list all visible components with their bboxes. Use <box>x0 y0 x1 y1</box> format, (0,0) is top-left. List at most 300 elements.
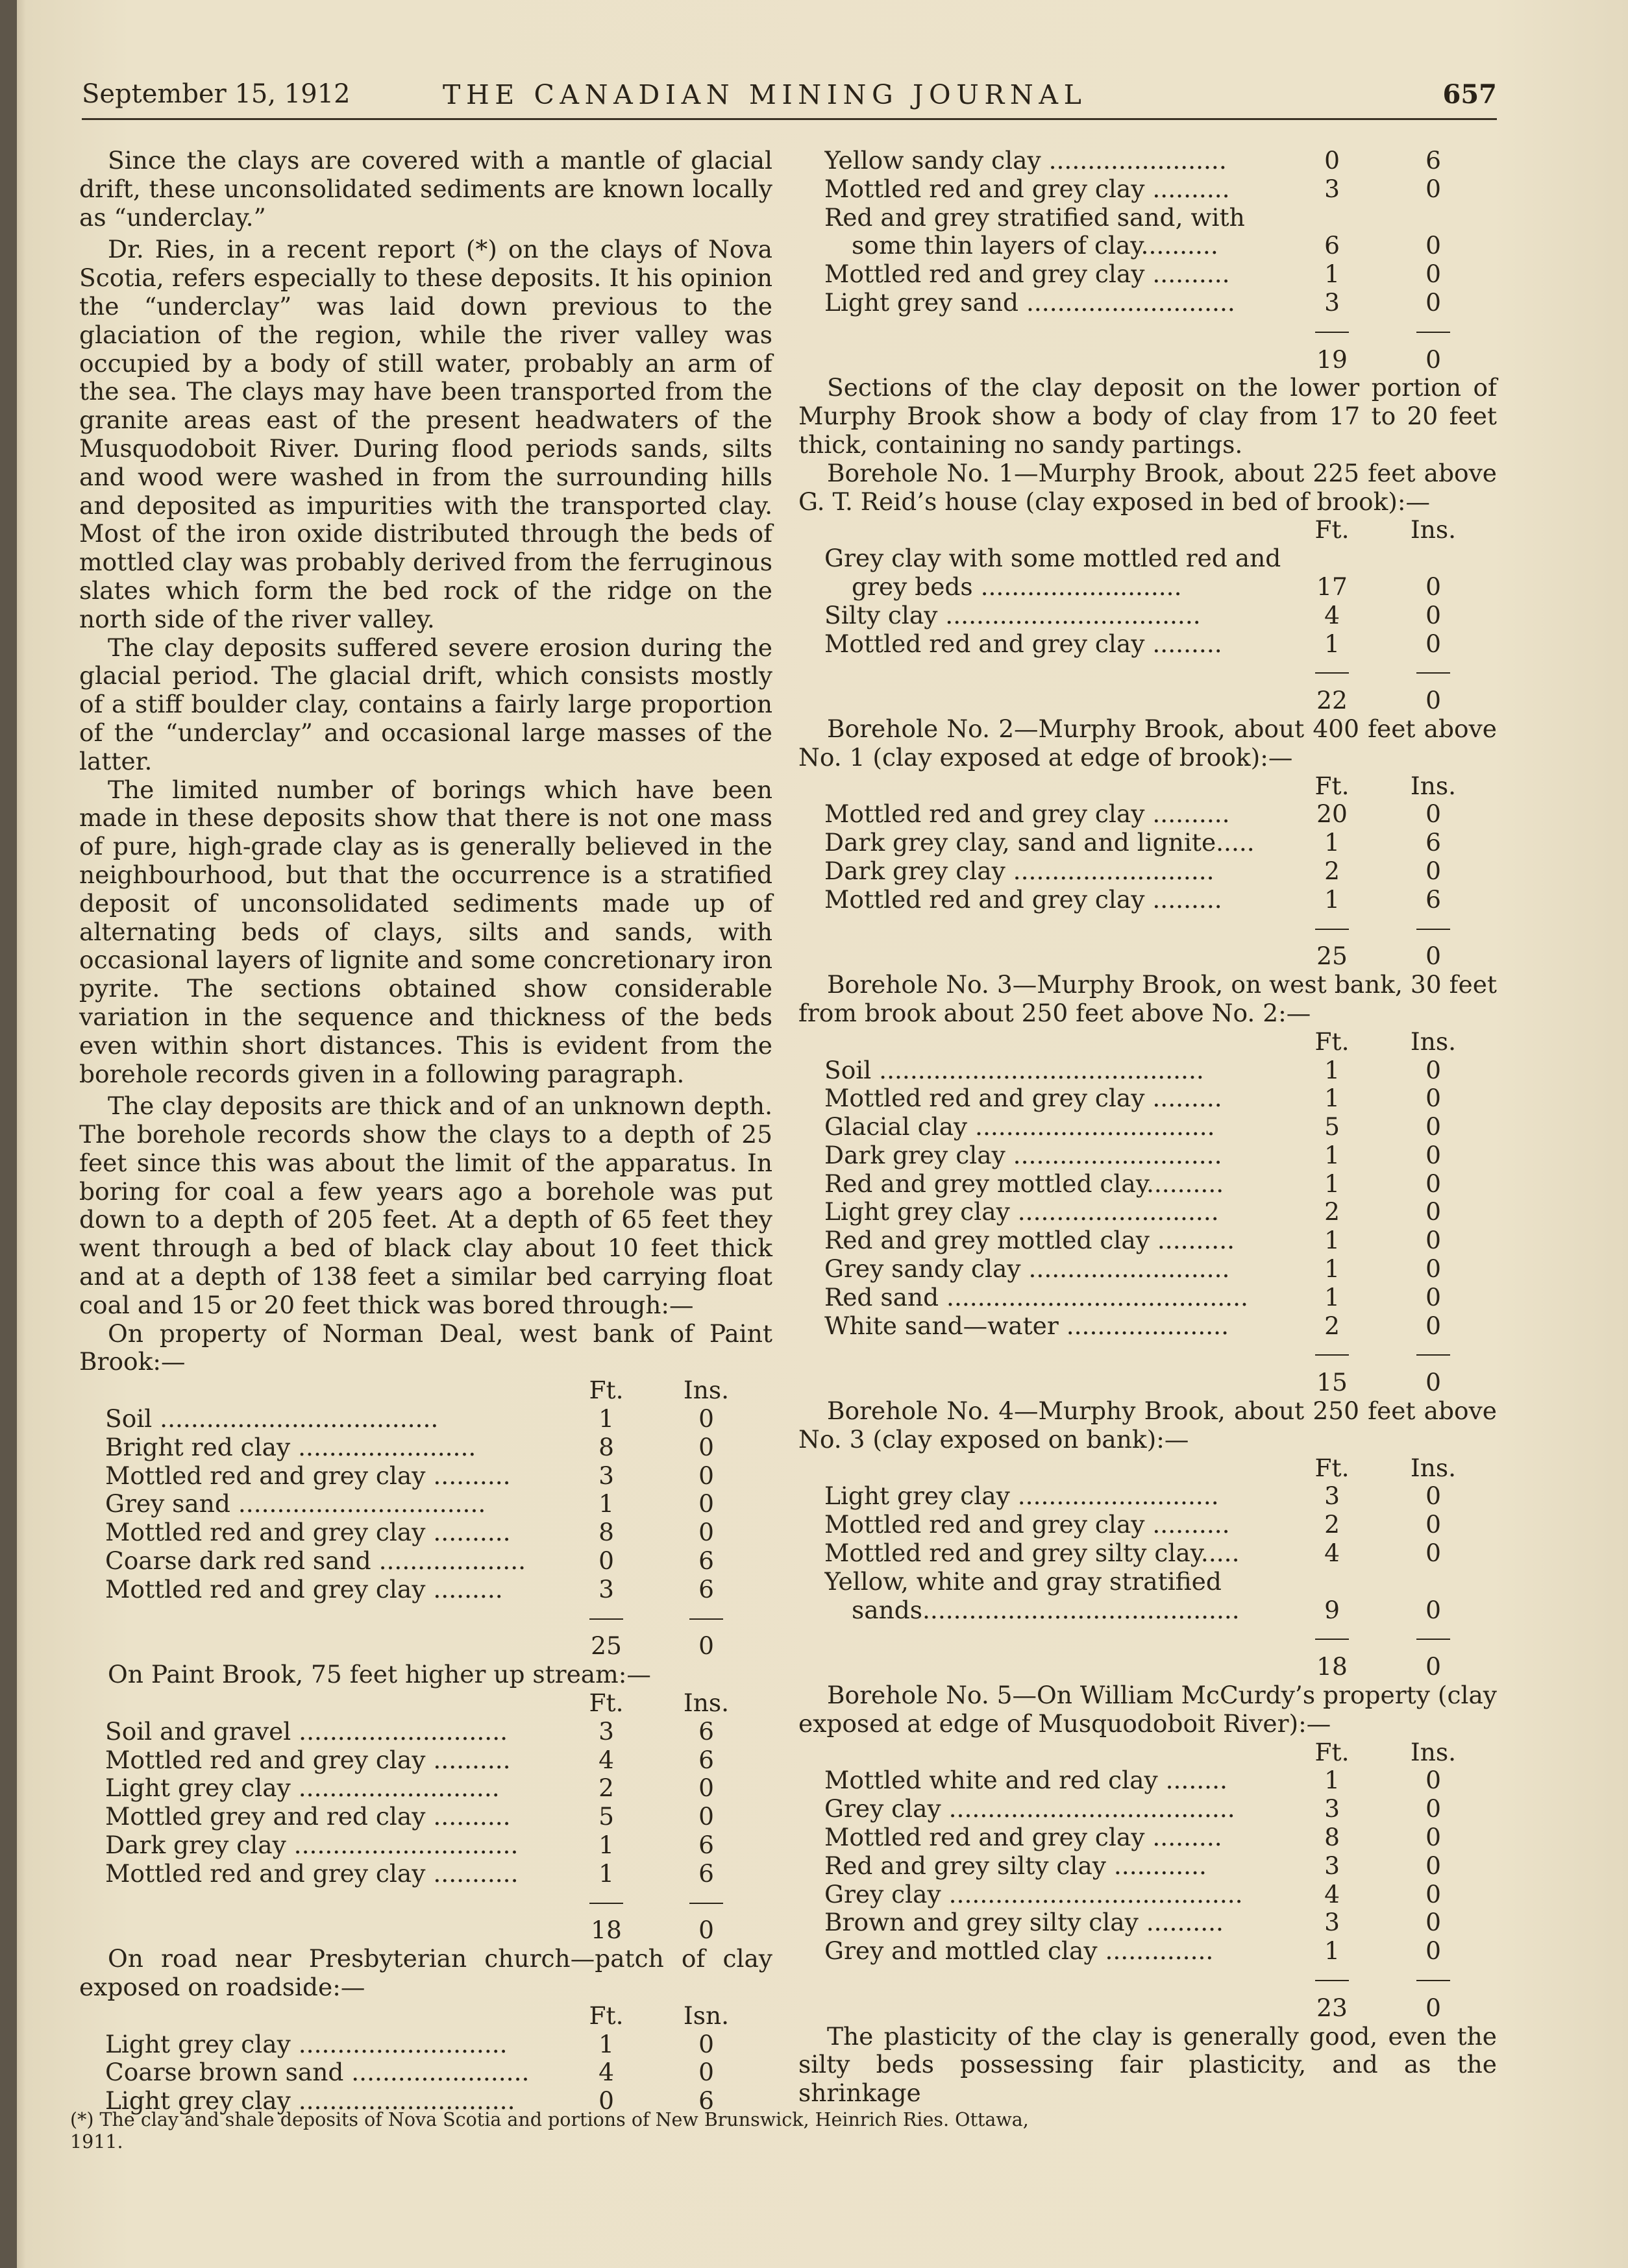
row-label: Dark grey clay ........................... <box>824 1141 1222 1169</box>
paragraph: Borehole No. 1—Murphy Brook, about 225 feet above G. T. Reid’s house (clay exposed in bed of brook):— <box>798 458 1497 516</box>
total-rule-row <box>798 1340 1497 1369</box>
row-label: Grey sand ................................ <box>105 1490 486 1518</box>
row-feet: 5 <box>1324 1112 1340 1141</box>
table-row <box>79 1433 772 1462</box>
total-rule <box>1315 1980 1349 1981</box>
row-label: Red and grey stratified sand, with <box>824 203 1245 232</box>
row-feet: 2 <box>1324 1311 1340 1340</box>
row-label: Light grey clay .......................... <box>824 1198 1219 1226</box>
row-feet: 1 <box>1324 884 1340 914</box>
row-label: Grey clay ..................................... <box>824 1795 1235 1823</box>
table-row <box>798 1198 1497 1226</box>
row-inches: 0 <box>1425 287 1441 317</box>
section-table-roadside <box>79 2002 772 2116</box>
row-label: Mottled red and grey clay ......... <box>824 885 1222 914</box>
table-header-row <box>79 2002 772 2030</box>
row-feet: 2 <box>1324 1510 1340 1539</box>
row-inches: 0 <box>698 1461 714 1490</box>
total-rule <box>1416 1354 1450 1356</box>
table-row <box>798 602 1497 630</box>
table-row <box>798 800 1497 829</box>
table-row <box>798 1141 1497 1170</box>
row-feet: 2 <box>1324 856 1340 885</box>
row-label: Mottled red and grey clay .......... <box>824 800 1230 829</box>
total-rule <box>589 1903 623 1904</box>
row-inches: 0 <box>1425 1936 1441 1966</box>
row-feet: 0 <box>1324 146 1340 175</box>
row-feet: 1 <box>598 1831 614 1860</box>
row-label: Mottled grey and red clay .......... <box>105 1803 511 1831</box>
row-inches: 0 <box>1425 1851 1441 1880</box>
row-label: Mottled white and red clay ........ <box>824 1766 1227 1795</box>
row-inches: 0 <box>1425 1539 1441 1568</box>
total-rule <box>1315 1639 1349 1640</box>
table-row <box>798 1226 1497 1255</box>
row-feet: 1 <box>1324 1140 1340 1169</box>
column-header-ins: Ins. <box>683 1376 730 1405</box>
row-label: Mottled red and grey clay ........... <box>105 1859 519 1888</box>
row-label: Mottled red and grey clay ......... <box>105 1575 503 1603</box>
table-row <box>798 829 1497 857</box>
row-inches: 0 <box>1425 1084 1441 1113</box>
row-label: Coarse dark red sand ................... <box>105 1547 526 1576</box>
table-row <box>79 1547 772 1576</box>
row-label: Silty clay ................................. <box>824 601 1201 629</box>
table-header-row <box>798 1454 1497 1483</box>
row-inches: 0 <box>1425 1766 1441 1795</box>
row-feet: 4 <box>1324 600 1340 629</box>
column-header-ft: Ft. <box>1314 771 1350 800</box>
total-inches: 0 <box>1425 1368 1441 1397</box>
total-rule-row <box>79 1888 772 1917</box>
row-inches: 6 <box>1425 884 1441 914</box>
table-row <box>798 1795 1497 1823</box>
row-inches: 0 <box>1425 799 1441 829</box>
borehole-2-table <box>798 772 1497 971</box>
column-header-ft: Ft. <box>589 1689 624 1718</box>
row-label: Light grey clay ........................... <box>105 2030 508 2058</box>
row-inches: 0 <box>1425 174 1441 203</box>
column-header-ins: Ins. <box>1410 1737 1457 1766</box>
table-header-row <box>798 1738 1497 1767</box>
row-inches: 0 <box>1425 1282 1441 1311</box>
total-rule-row <box>798 1624 1497 1653</box>
table-row <box>79 1518 772 1547</box>
column-header-ins: Ins. <box>1410 771 1457 800</box>
row-feet: 8 <box>598 1518 614 1547</box>
row-feet: 1 <box>598 1489 614 1518</box>
total-rule <box>1416 672 1450 674</box>
row-inches: 0 <box>1425 1595 1441 1624</box>
row-label: Bright red clay ....................... <box>105 1433 476 1461</box>
total-rule-row <box>798 317 1497 346</box>
row-inches: 0 <box>698 2058 714 2087</box>
total-rule <box>1315 672 1349 674</box>
row-feet: 0 <box>598 2086 614 2116</box>
row-label: some thin layers of clay.......... <box>852 232 1218 260</box>
row-inches: 6 <box>698 2086 714 2116</box>
right-column <box>798 147 1497 2108</box>
total-rule <box>1416 1980 1450 1981</box>
column-header-ins: Ins. <box>1410 1453 1457 1482</box>
table-row <box>798 1937 1497 1966</box>
total-row <box>79 1916 772 1945</box>
row-label: Red and grey mottled clay .......... <box>824 1226 1235 1255</box>
column-header-ft: Ft. <box>589 2001 624 2030</box>
table-row <box>798 1539 1497 1568</box>
row-feet: 1 <box>1324 260 1340 289</box>
row-inches: 6 <box>698 1745 714 1774</box>
total-rule <box>1416 929 1450 930</box>
row-feet: 2 <box>598 1774 614 1803</box>
borehole-1-table <box>798 516 1497 715</box>
row-feet: 4 <box>1324 1879 1340 1908</box>
table-row <box>798 1056 1497 1085</box>
row-feet: 4 <box>598 1745 614 1774</box>
row-inches: 0 <box>698 2029 714 2058</box>
row-label: Mottled red and grey clay .......... <box>105 1461 511 1490</box>
footnote: (*) The clay and shale deposits of Nova Scotia and portions of New Brunswick, Heinrich Ries. Ottawa, 1911. <box>70 2109 1029 2152</box>
row-label: Dark grey clay, sand and lignite..... <box>824 829 1255 857</box>
row-label: Yellow, white and gray stratified <box>824 1567 1222 1596</box>
section-table-continued <box>798 147 1497 374</box>
table-row <box>79 2030 772 2059</box>
borehole-5-table <box>798 1738 1497 2023</box>
row-feet: 8 <box>598 1432 614 1461</box>
row-label: Soil and gravel ........................... <box>105 1717 508 1746</box>
row-feet: 3 <box>598 1574 614 1603</box>
total-feet: 22 <box>1316 686 1348 715</box>
row-inches: 0 <box>1425 1197 1441 1226</box>
row-feet: 1 <box>598 1859 614 1888</box>
paragraph: Borehole No. 3—Murphy Brook, on west bank, 30 feet from brook about 250 feet above No. 2:— <box>798 970 1497 1027</box>
row-inches: 0 <box>1425 1112 1441 1141</box>
row-inches: 0 <box>1425 1482 1441 1511</box>
row-feet: 5 <box>598 1802 614 1831</box>
row-label: Light grey clay .......................... <box>824 1482 1219 1511</box>
row-feet: 1 <box>598 1404 614 1433</box>
row-inches: 6 <box>698 1859 714 1888</box>
total-row <box>798 1994 1497 2023</box>
total-row <box>79 1632 772 1661</box>
row-inches: 0 <box>1425 231 1441 260</box>
table-row <box>79 1774 772 1803</box>
binding-shadow <box>0 0 17 2268</box>
table-header-row <box>798 1028 1497 1056</box>
row-label: Mottled red and grey silty clay..... <box>824 1539 1240 1568</box>
table-row <box>79 1860 772 1888</box>
row-label: Yellow sandy clay ....................... <box>824 147 1227 175</box>
paragraph: Dr. Ries, in a recent report (*) on the clays of Nova Scotia, refers especially to these deposits. It his opinion the “underclay” was laid down previous to the glaciation of the region, while the river valley was occupied by a body of still water, probably an arm of the sea. The clays may have been transported from the granite areas east of the present headwaters of the Musquodoboit River. During flood periods sands, silts and wood were washed in from the surrounding hills and deposited as impurities with the transported clay. Most of the iron oxide distributed through the beds of mottled clay was probably derived from the ferruginous slates which form the bed rock of the ridge on the north side of the river valley. <box>79 235 772 633</box>
page-number: 657 <box>1442 79 1497 110</box>
row-feet: 4 <box>598 2058 614 2087</box>
row-inches: 0 <box>1425 1794 1441 1823</box>
row-feet: 1 <box>1324 828 1340 857</box>
table-row <box>79 1746 772 1775</box>
table-row <box>79 1462 772 1491</box>
row-feet: 1 <box>1324 1055 1340 1084</box>
table-header-row <box>798 516 1497 544</box>
table-header-row <box>79 1689 772 1718</box>
row-feet: 8 <box>1324 1823 1340 1852</box>
row-inches: 0 <box>1425 1311 1441 1340</box>
total-row <box>798 1653 1497 1681</box>
borehole-3-table <box>798 1028 1497 1397</box>
table-row <box>798 573 1497 602</box>
row-label: Soil .......................................... <box>824 1056 1204 1084</box>
row-feet: 1 <box>1324 1936 1340 1966</box>
table-row <box>798 857 1497 886</box>
paragraph: The clay deposits are thick and of an unknown depth. The borehole records show the clays to a depth of 25 feet since this was about the limit of the apparatus. In boring for coal a few years ago a borehole was put down to a depth of 205 feet. At a depth of 65 feet they went through a bed of black clay about 10 feet thick and at a depth of 138 feet a similar bed carrying float coal and 15 or 20 feet thick was bored through:— <box>79 1091 772 1319</box>
total-feet: 15 <box>1316 1368 1348 1397</box>
table-row <box>798 1312 1497 1341</box>
paragraph: Borehole No. 2—Murphy Brook, about 400 feet above No. 1 (clay exposed at edge of brook):— <box>798 714 1497 772</box>
paragraph: On Paint Brook, 75 feet higher up stream:— <box>108 1660 651 1689</box>
total-row <box>798 1369 1497 1397</box>
paragraph: On property of Norman Deal, west bank of Paint Brook:— <box>79 1319 772 1376</box>
row-label: Grey sandy clay .......................... <box>824 1255 1230 1284</box>
row-label: Soil .................................... <box>105 1405 439 1433</box>
borehole-4-table <box>798 1454 1497 1681</box>
total-feet: 18 <box>1316 1652 1348 1681</box>
total-rule <box>1315 929 1349 930</box>
row-feet: 2 <box>1324 1197 1340 1226</box>
total-rule-row <box>798 658 1497 687</box>
total-inches: 0 <box>698 1631 714 1661</box>
row-label: Light grey clay ............................ <box>105 2087 515 2116</box>
row-feet: 3 <box>598 1716 614 1746</box>
total-row <box>798 346 1497 374</box>
total-rule <box>589 1618 623 1620</box>
table-row <box>798 175 1497 204</box>
paragraph: Borehole No. 5—On William McCurdy’s property (clay exposed at edge of Musquodoboit River):— <box>798 1681 1497 1738</box>
row-feet: 0 <box>598 1546 614 1576</box>
row-label: Grey and mottled clay .............. <box>824 1937 1214 1966</box>
row-inches: 6 <box>698 1831 714 1860</box>
total-rule <box>1416 1639 1450 1640</box>
column-header-ft: Ft. <box>1314 1027 1350 1056</box>
total-feet: 19 <box>1316 345 1348 374</box>
row-inches: 0 <box>1425 1055 1441 1084</box>
row-label: Brown and grey silty clay .......... <box>824 1908 1224 1937</box>
paragraph: On road near Presbyterian church—patch of clay exposed on roadside:— <box>79 1944 772 2001</box>
paragraph: Since the clays are covered with a mantle of glacial drift, these unconsolidated sediments are known locally as “underclay.” <box>79 146 772 232</box>
table-row <box>79 1490 772 1518</box>
row-inches: 0 <box>1425 1510 1441 1539</box>
row-label: Mottled red and grey clay .......... <box>824 260 1230 289</box>
row-label: Red and grey mottled clay.......... <box>824 1169 1224 1198</box>
total-rule <box>1416 332 1450 333</box>
row-inches: 6 <box>1425 828 1441 857</box>
table-row <box>798 630 1497 659</box>
row-inches: 0 <box>1425 1254 1441 1284</box>
paragraph: Sections of the clay deposit on the lower portion of Murphy Brook show a body of clay from 17 to 20 feet thick, containing no sandy partings. <box>798 373 1497 459</box>
row-inches: 0 <box>1425 1823 1441 1852</box>
row-label: sands......................................... <box>852 1596 1240 1624</box>
table-row <box>798 232 1497 260</box>
row-feet: 1 <box>1324 1084 1340 1113</box>
total-inches: 0 <box>1425 942 1441 971</box>
section-table-paint-brook <box>79 1689 772 1945</box>
row-label: Mottled red and grey clay ......... <box>824 1823 1222 1852</box>
table-row <box>798 1113 1497 1141</box>
column-header-ins: Ins. <box>683 1689 730 1718</box>
header-date: September 15, 1912 <box>82 79 351 109</box>
row-inches: 0 <box>698 1432 714 1461</box>
row-label: Coarse brown sand ....................... <box>105 2058 530 2087</box>
header-rule <box>82 118 1497 120</box>
table-row <box>798 1482 1497 1511</box>
table-row <box>798 1766 1497 1795</box>
row-feet: 1 <box>598 2029 614 2058</box>
journal-title: THE CANADIAN MINING JOURNAL <box>443 79 1087 110</box>
table-row <box>798 1596 1497 1625</box>
table-row <box>798 1511 1497 1539</box>
row-label: Mottled red and grey clay .......... <box>105 1518 511 1547</box>
row-feet: 3 <box>598 1461 614 1490</box>
row-inches: 6 <box>1425 146 1441 175</box>
row-feet: 3 <box>1324 174 1340 203</box>
row-feet: 1 <box>1324 629 1340 658</box>
total-rule <box>1315 332 1349 333</box>
table-row <box>798 289 1497 317</box>
row-label: Dark grey clay .......................... <box>824 857 1215 885</box>
table-row <box>798 260 1497 289</box>
table-row <box>79 1718 772 1746</box>
table-row <box>798 1852 1497 1881</box>
total-rule-row <box>798 914 1497 943</box>
column-header-ft: Ft. <box>1314 515 1350 544</box>
row-label: Mottled red and grey clay .......... <box>105 1746 511 1774</box>
table-row <box>798 1170 1497 1199</box>
table-row <box>798 147 1497 175</box>
column-header-ins: Ins. <box>1410 1027 1457 1056</box>
total-rule-row <box>79 1604 772 1633</box>
row-inches: 0 <box>1425 856 1441 885</box>
row-inches: 0 <box>1425 1908 1441 1937</box>
table-row <box>798 886 1497 914</box>
row-label: Dark grey clay ............................. <box>105 1831 519 1860</box>
row-inches: 6 <box>698 1546 714 1576</box>
table-row <box>79 1831 772 1860</box>
row-feet: 9 <box>1324 1595 1340 1624</box>
row-label: Mottled red and grey clay ......... <box>824 1084 1222 1113</box>
table-row <box>798 1255 1497 1284</box>
paragraph: Borehole No. 4—Murphy Brook, about 250 feet above No. 3 (clay exposed on bank):— <box>798 1396 1497 1454</box>
total-feet: 23 <box>1316 1993 1348 2022</box>
total-feet: 25 <box>1316 942 1348 971</box>
row-label: Glacial clay ............................... <box>824 1113 1215 1141</box>
row-inches: 0 <box>1425 629 1441 658</box>
row-feet: 3 <box>1324 1794 1340 1823</box>
row-label: Light grey clay .......................... <box>105 1774 500 1803</box>
table-row <box>798 1284 1497 1312</box>
row-label: Grey clay ...................................... <box>824 1880 1243 1908</box>
row-label: Mottled red and grey clay ......... <box>824 629 1222 658</box>
row-feet: 1 <box>1324 1766 1340 1795</box>
total-rule-row <box>798 1966 1497 1994</box>
total-inches: 0 <box>698 1916 714 1945</box>
row-label: Mottled red and grey clay .......... <box>824 1511 1230 1539</box>
table-row <box>798 1568 1497 1596</box>
total-feet: 18 <box>591 1916 622 1945</box>
row-inches: 0 <box>1425 1226 1441 1255</box>
table-header-row <box>79 1376 772 1405</box>
table-row <box>79 2058 772 2087</box>
row-label: Mottled red and grey clay .......... <box>824 175 1230 203</box>
total-inches: 0 <box>1425 1652 1441 1681</box>
row-label: Light grey sand ........................... <box>824 288 1235 317</box>
table-row <box>798 1823 1497 1852</box>
left-column <box>79 147 772 2116</box>
row-label: White sand—water ..................... <box>824 1311 1229 1340</box>
table-row <box>798 1881 1497 1909</box>
row-feet: 4 <box>1324 1539 1340 1568</box>
row-feet: 20 <box>1316 799 1348 829</box>
total-inches: 0 <box>1425 686 1441 715</box>
table-row <box>798 544 1497 573</box>
column-header-ft: Ft. <box>1314 1453 1350 1482</box>
table-row <box>79 1576 772 1604</box>
row-feet: 3 <box>1324 1851 1340 1880</box>
total-row <box>798 942 1497 971</box>
table-header-row <box>798 772 1497 801</box>
row-inches: 0 <box>1425 1169 1441 1198</box>
row-feet: 3 <box>1324 287 1340 317</box>
row-feet: 6 <box>1324 231 1340 260</box>
row-label: Grey clay with some mottled red and <box>824 544 1281 573</box>
row-inches: 0 <box>698 1404 714 1433</box>
row-inches: 0 <box>1425 600 1441 629</box>
row-feet: 17 <box>1316 572 1348 601</box>
row-inches: 0 <box>1425 1879 1441 1908</box>
row-label: grey beds .......................... <box>852 572 1182 601</box>
row-feet: 1 <box>1324 1169 1340 1198</box>
section-table-norman-deal <box>79 1376 772 1661</box>
row-inches: 0 <box>1425 1140 1441 1169</box>
row-inches: 0 <box>698 1518 714 1547</box>
column-header-ins: Ins. <box>1410 515 1457 544</box>
row-inches: 0 <box>698 1774 714 1803</box>
running-header <box>82 77 1497 116</box>
total-rule <box>689 1903 723 1904</box>
row-inches: 6 <box>698 1716 714 1746</box>
paragraph: The limited number of borings which have been made in these deposits show that there is not one mass of pure, high-grade clay as is generally believed in the neighbourhood, but that the occurrence is a stratified deposit of unconsolidated sediments made up of alternating beds of clays, silts and sands, with occasional layers of lignite and some concretionary iron pyrite. The sections obtained show considerable variation in the sequence and thickness of the beds even within short distances. This is evident from the borehole records given in a following paragraph. <box>79 775 772 1088</box>
total-rule <box>1315 1354 1349 1356</box>
column-header-ft: Ft. <box>1314 1737 1350 1766</box>
row-inches: 0 <box>698 1489 714 1518</box>
total-rule <box>689 1618 723 1620</box>
row-inches: 0 <box>1425 572 1441 601</box>
row-label: Red and grey silty clay ............ <box>824 1851 1207 1880</box>
row-inches: 0 <box>1425 260 1441 289</box>
row-feet: 1 <box>1324 1254 1340 1284</box>
paragraph: The plasticity of the clay is generally good, even the silty beds possessing fair plasticity, and as the shrinkage <box>798 2021 1497 2108</box>
row-label: Red sand ....................................... <box>824 1283 1248 1311</box>
table-row <box>79 1803 772 1831</box>
row-feet: 3 <box>1324 1908 1340 1937</box>
row-feet: 1 <box>1324 1226 1340 1255</box>
total-feet: 25 <box>591 1631 622 1661</box>
table-row <box>798 204 1497 232</box>
row-feet: 1 <box>1324 1282 1340 1311</box>
total-inches: 0 <box>1425 1993 1441 2022</box>
row-inches: 6 <box>698 1574 714 1603</box>
total-inches: 0 <box>1425 345 1441 374</box>
paragraph: The clay deposits suffered severe erosion during the glacial period. The glacial drift, which consists mostly of a stiff boulder clay, contains a fairly large proportion of the “underclay” and occasional large masses of the latter. <box>79 633 772 775</box>
row-feet: 3 <box>1324 1482 1340 1511</box>
table-row <box>798 1084 1497 1113</box>
